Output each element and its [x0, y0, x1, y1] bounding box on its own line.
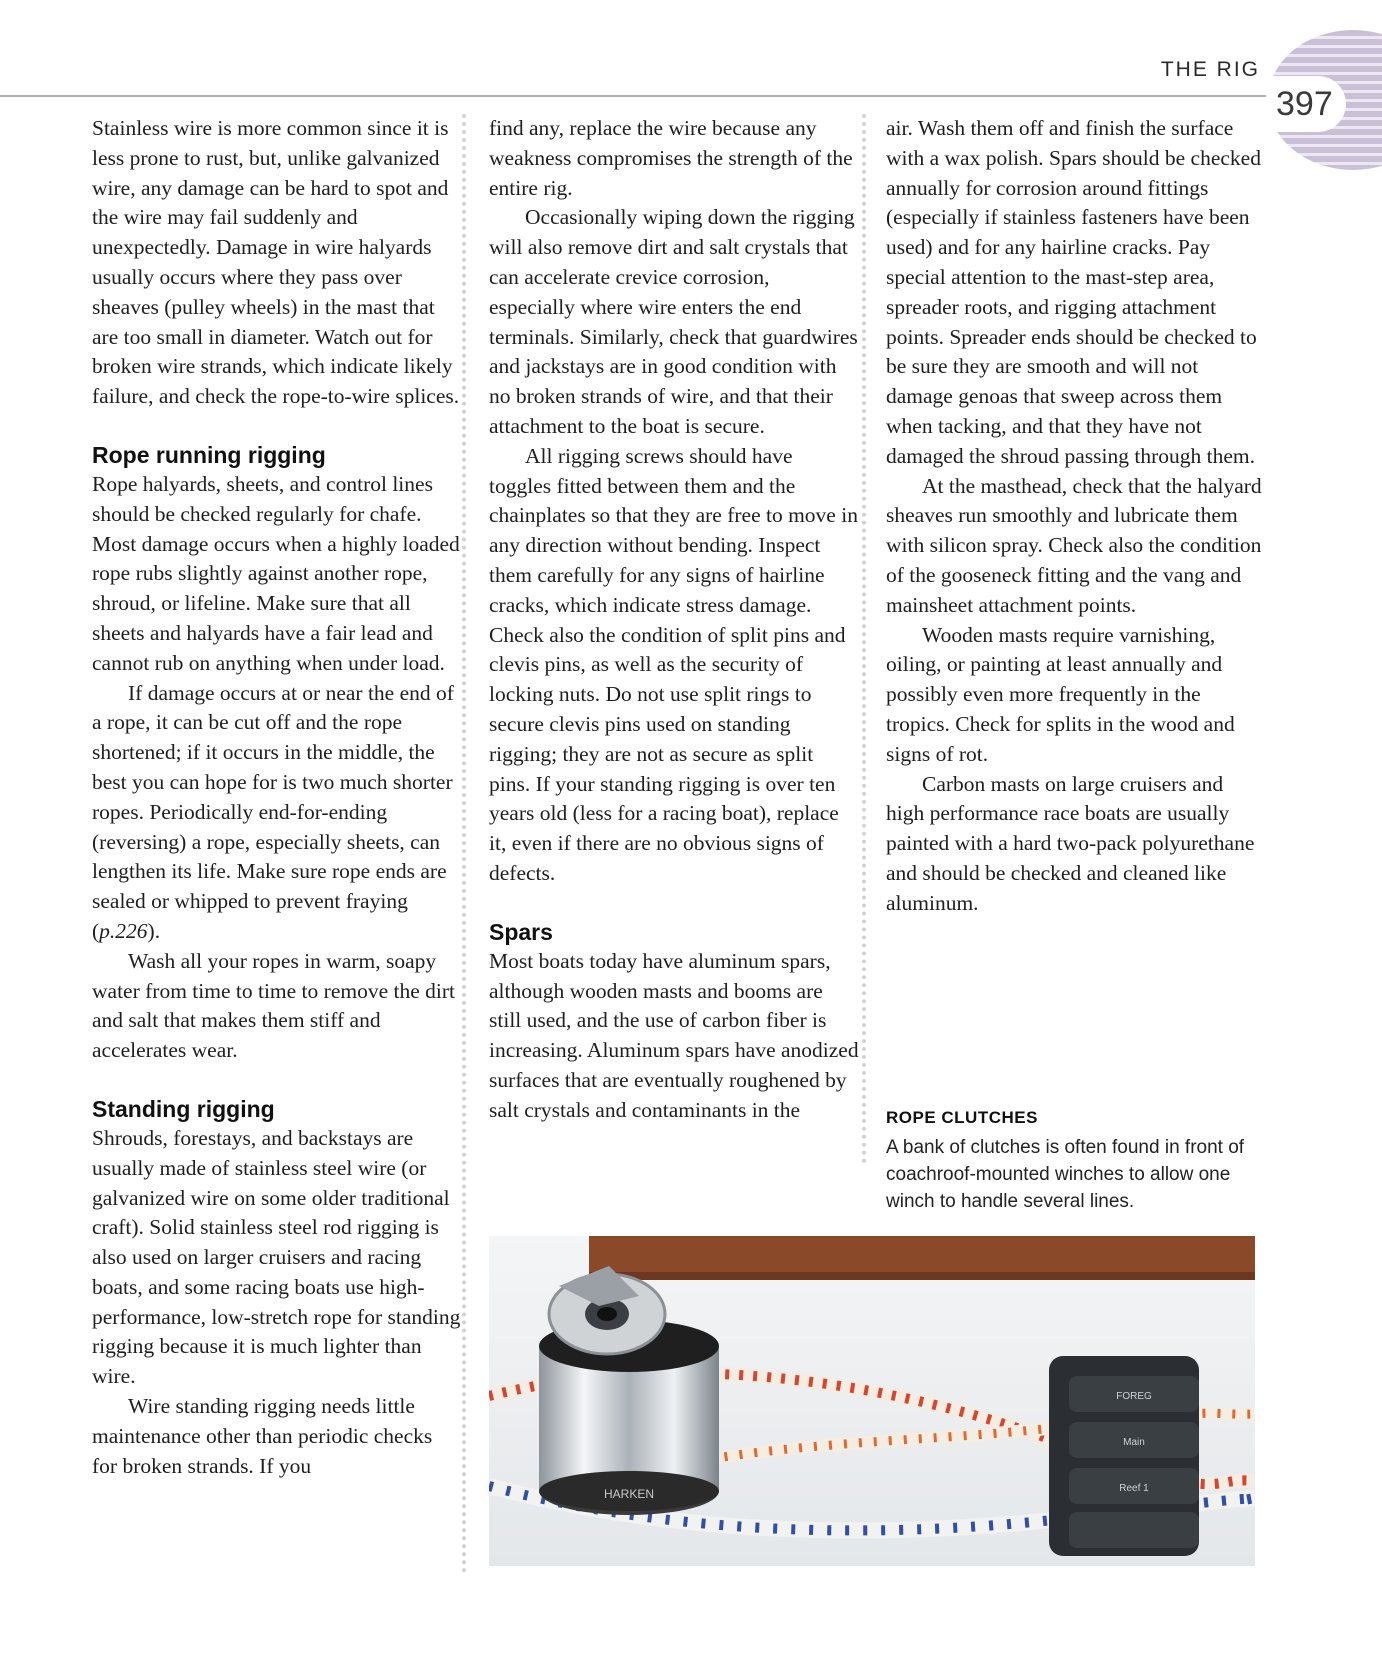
column-divider-1: [462, 114, 466, 1574]
paragraph: At the masthead, check that the halyard sheaves run smoothly and lubricate them with silicon spray. Check also the condition of the gooseneck fitting and the vang and mainsheet attachment points.: [886, 473, 1262, 617]
paragraph: Most boats today have aluminum spars, although wooden masts and booms are still used, and the use of carbon fiber is increasing. Aluminum spars have anodized surfaces that are eventually roughened by salt crystals and contaminants in the: [489, 948, 859, 1122]
photo-illustration: [489, 1236, 1255, 1566]
paragraph: Wire standing rigging needs little maintenance other than periodic checks for broken strands. If you: [92, 1394, 433, 1478]
header-rule: [0, 95, 1272, 97]
column-c: [886, 114, 1266, 919]
winch-brand: HARKEN: [603, 1487, 655, 1501]
paragraph: Shrouds, forestays, and backstays are usually made of stainless steel wire (or galvanized wire on some older traditional craft). Solid stainless steel rod rigging is also used on larger cruisers and racing boats, and some racing boats use high-performance, low-stretch rope for standing rigging because it is much lighter than wire.: [92, 1125, 461, 1389]
paragraph: All rigging screws should have toggles fitted between them and the chainplates so that they are free to move in any direction without bending. Inspect them carefully for any signs of hairline cracks, which indicate stress damage. Check also the condition of split pins and clevis pins, as well as the security of locking nuts. Do not use split rings to secure clevis pins used on standing rigging; they are not as secure as split pins. If your standing rigging is over ten years old (less for a racing boat), replace it, even if there are no obvious signs of defects.: [489, 443, 858, 885]
paragraph: Carbon masts on large cruisers and high performance race boats are usually painted with a hard two-pack polyurethane and should be checked and cleaned like aluminum.: [886, 771, 1255, 915]
column-divider-2: [862, 114, 866, 1164]
rope-clutches-photo: [489, 1236, 1255, 1566]
paragraph-text: If damage occurs at or near the end of a rope, it can be cut off and the rope shortened; if it occurs in the middle, the best you can hope for is two much shorter ropes. Periodically end-for-ending (reversing) a rope, especially sheets, can lengthen its life. Make sure rope ends are sealed or whipped to prevent fraying (: [92, 680, 454, 943]
paragraph: find any, replace the wire because any weakness compromises the strength of the entire rig.: [489, 116, 853, 200]
caption-title: ROPE CLUTCHES: [886, 1108, 1038, 1127]
caption-text: A bank of clutches is often found in front of coachroof-mounted winches to allow one winch to handle several lines.: [886, 1137, 1245, 1212]
paragraph: [92, 679, 462, 947]
paragraph: Stainless wire is more common since it is less prone to rust, but, unlike galvanized wire, any damage can be hard to spot and the wire may fail suddenly and unexpectedly. Damage in wire halyards usually occurs where they pass over sheaves (pulley wheels) in the mast that are too small in diameter. Watch out for broken wire strands, which indicate likely failure, and check the rope-to-wire splices.: [92, 116, 460, 409]
clutch-label: Main: [1123, 1437, 1145, 1448]
running-head: THE RIG: [1160, 58, 1260, 81]
section-heading-spars: Spars: [489, 918, 553, 945]
paragraph: air. Wash them off and finish the surface with a wax polish. Spars should be checked annually for corrosion around fittings (especially if stainless fasteners have been used) and for any hairline cracks. Pay special attention to the mast-step area, spreader roots, and rigging attachment points. Spreader ends should be checked to be sure they are smooth and will not damage genoas that sweep across them when tacking, and that they have not damaged the shroud passing through them.: [886, 116, 1261, 468]
column-b: [489, 114, 859, 1126]
paragraph: Wash all your ropes in warm, soapy water from time to time to remove the dirt and salt that makes them stiff and accelerates wear.: [92, 948, 456, 1063]
clutch-label: FOREG: [1116, 1391, 1152, 1402]
paragraph: Rope halyards, sheets, and control lines should be checked regularly for chafe. Most damage occurs when a highly loaded rope rubs slightly against another rope, shroud, or lifeline. Make sure that all sheets and halyards have a fair lead and cannot rub on anything when under load.: [92, 471, 460, 675]
page-reference: p.226: [99, 918, 148, 943]
clutch-bank: [1049, 1356, 1199, 1556]
clutch-label: Reef 1: [1119, 1483, 1149, 1494]
paragraph: Occasionally wiping down the rigging will also remove dirt and salt crystals that can accelerate crevice corrosion, especially where wire enters the end terminals. Similarly, check that guardwires and jackstays are in good condition with no broken strands of wire, and that their attachment to the boat is secure.: [489, 205, 858, 438]
clutch-4: [1069, 1512, 1199, 1548]
page-number: 397: [1266, 76, 1346, 132]
paragraph: Wooden masts require varnishing, oiling, or painting at least annually and possibly even more frequently in the tropics. Check for splits in the wood and signs of rot.: [886, 622, 1235, 766]
section-heading-rope-running-rigging: Rope running rigging: [92, 441, 326, 468]
column-a: [92, 114, 462, 1481]
paragraph-end: ).: [147, 918, 161, 943]
section-heading-standing-rigging: Standing rigging: [92, 1095, 275, 1122]
